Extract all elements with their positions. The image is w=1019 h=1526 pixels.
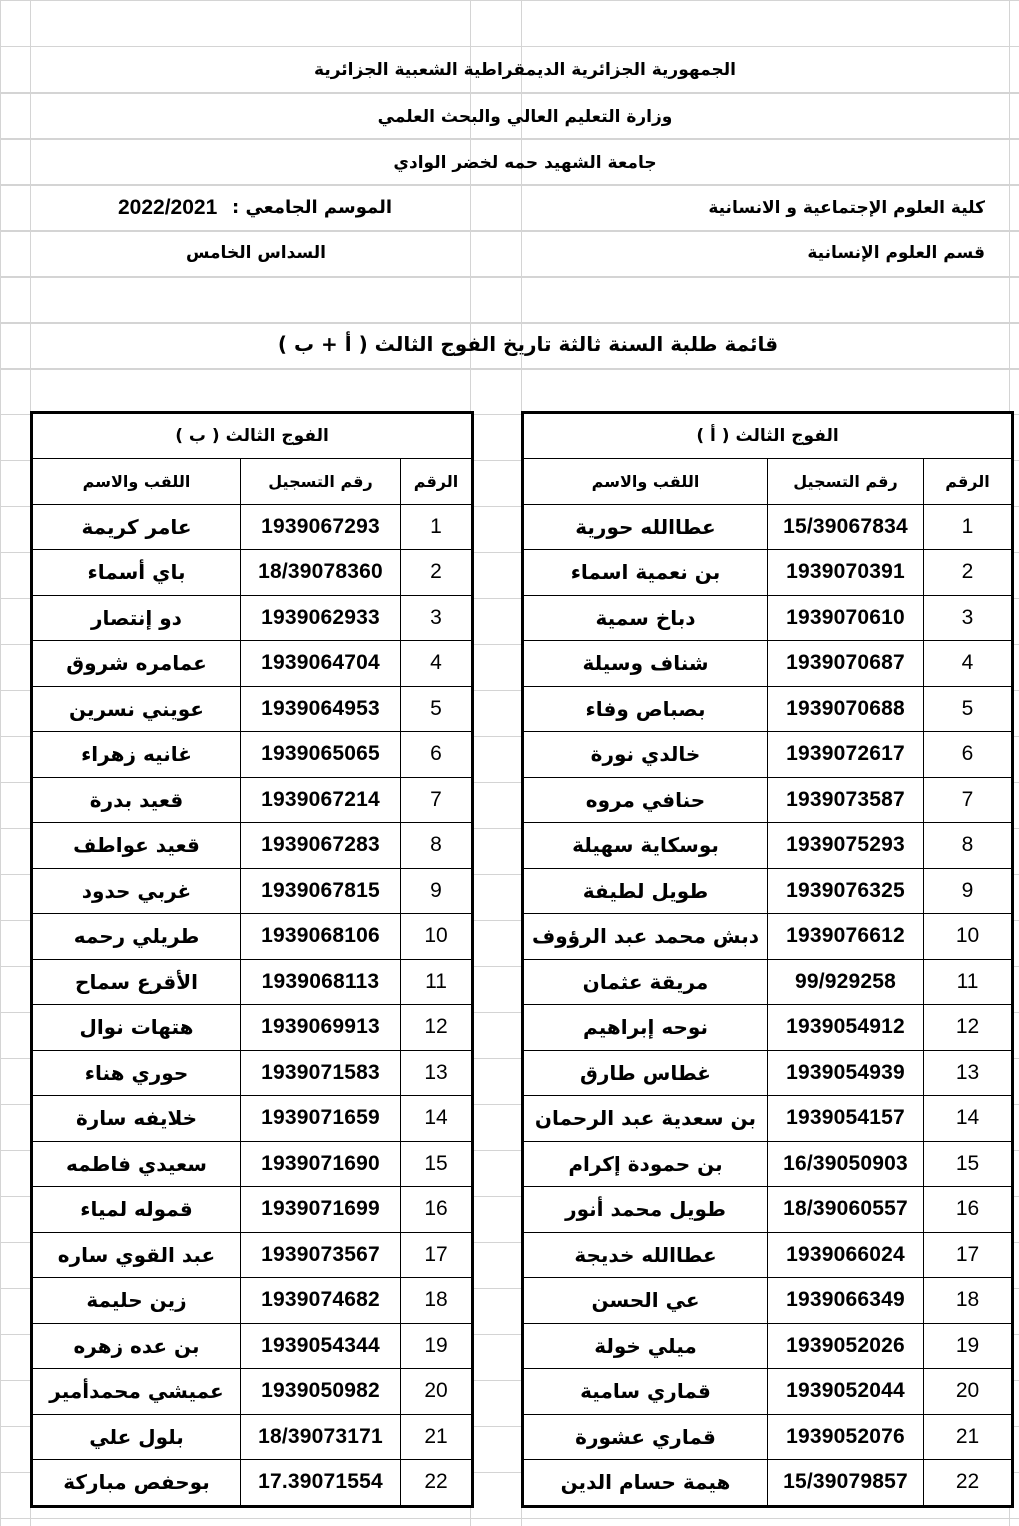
- grid-line: [0, 93, 1019, 94]
- row-number: 18: [924, 1278, 1013, 1324]
- student-name: عمامره شروق: [32, 641, 241, 687]
- table-row: [32, 1050, 473, 1096]
- row-number: 21: [401, 1414, 473, 1460]
- registration-number: 1939064704: [241, 641, 401, 687]
- row-number: 3: [401, 595, 473, 641]
- student-name: هيمة حسام الدين: [523, 1460, 768, 1507]
- student-name: الأقرع سماح: [32, 959, 241, 1005]
- table-row: [523, 1050, 1013, 1096]
- table-row: [523, 868, 1013, 914]
- table-row: [523, 595, 1013, 641]
- table-row: [523, 959, 1013, 1005]
- registration-number: 1939073567: [241, 1232, 401, 1278]
- registration-number: 1939075293: [768, 823, 924, 869]
- student-name: عطاالله حورية: [523, 504, 768, 550]
- table-row: [32, 550, 473, 596]
- registration-number: 18/39060557: [768, 1187, 924, 1233]
- student-name: غانيه زهراء: [32, 732, 241, 778]
- registration-number: 18/39078360: [241, 550, 401, 596]
- row-number: 5: [924, 686, 1013, 732]
- row-number: 12: [401, 1005, 473, 1051]
- row-number: 9: [401, 868, 473, 914]
- student-name: ميلي خولة: [523, 1323, 768, 1369]
- row-number: 14: [401, 1096, 473, 1142]
- table-row: [523, 732, 1013, 778]
- ministry-title: وزارة التعليم العالي والبحث العلمي: [377, 107, 673, 127]
- row-number: 13: [924, 1050, 1013, 1096]
- row-number: 4: [401, 641, 473, 687]
- row-number: 22: [924, 1460, 1013, 1507]
- student-name: مريقة عثمان: [523, 959, 768, 1005]
- student-name: غربي حدود: [32, 868, 241, 914]
- column-header-name: اللقب والاسم: [32, 459, 241, 505]
- table-row: [523, 1278, 1013, 1324]
- registration-number: 15/39079857: [768, 1460, 924, 1507]
- student-name: عويني نسرين: [32, 686, 241, 732]
- row-number: 16: [401, 1187, 473, 1233]
- row-number: 15: [401, 1141, 473, 1187]
- row-number: 12: [924, 1005, 1013, 1051]
- table-row: [32, 595, 473, 641]
- student-name: سعيدي فاطمه: [32, 1141, 241, 1187]
- student-name: قماري عشورة: [523, 1414, 768, 1460]
- registration-number: 1939067214: [241, 777, 401, 823]
- row-number: 17: [924, 1232, 1013, 1278]
- table-row: [32, 1005, 473, 1051]
- student-name: خالدي نورة: [523, 732, 768, 778]
- registration-number: 1939071699: [241, 1187, 401, 1233]
- registration-number: 1939052026: [768, 1323, 924, 1369]
- registration-number: 1939070688: [768, 686, 924, 732]
- row-number: 17: [401, 1232, 473, 1278]
- semester-label: السداس الخامس: [186, 243, 326, 263]
- registration-number: 1939067283: [241, 823, 401, 869]
- table-row: [32, 777, 473, 823]
- row-number: 22: [401, 1460, 473, 1507]
- table-row: [32, 504, 473, 550]
- student-name: حوري هناء: [32, 1050, 241, 1096]
- table-row: [32, 1323, 473, 1369]
- table-row: [32, 823, 473, 869]
- column-header-reg: رقم التسجيل: [768, 459, 924, 505]
- registration-number: 18/39073171: [241, 1414, 401, 1460]
- table-row: [32, 1369, 473, 1415]
- registration-number: 1939054157: [768, 1096, 924, 1142]
- table-row: [523, 777, 1013, 823]
- student-name: قماري سامية: [523, 1369, 768, 1415]
- registration-number: 99/929258: [768, 959, 924, 1005]
- table-row: [523, 686, 1013, 732]
- registration-number: 1939054912: [768, 1005, 924, 1051]
- table-row: [32, 1096, 473, 1142]
- student-name: طويل لطيفة: [523, 868, 768, 914]
- table-row: [523, 1096, 1013, 1142]
- row-number: 19: [924, 1323, 1013, 1369]
- registration-number: 1939076325: [768, 868, 924, 914]
- row-number: 21: [924, 1414, 1013, 1460]
- registration-number: 1939071583: [241, 1050, 401, 1096]
- group-b-title: الفوج الثالث ( ب ): [32, 413, 473, 459]
- table-row: [523, 1187, 1013, 1233]
- table-row: [32, 914, 473, 960]
- faculty-label: كلية العلوم الإجتماعية و الانسانية: [708, 198, 985, 218]
- table-row: [32, 686, 473, 732]
- registration-number: 1939052044: [768, 1369, 924, 1415]
- student-name: بصباص وفاء: [523, 686, 768, 732]
- registration-number: 1939066349: [768, 1278, 924, 1324]
- registration-number: 1939070610: [768, 595, 924, 641]
- registration-number: 1939076612: [768, 914, 924, 960]
- table-row: [523, 914, 1013, 960]
- table-row: [523, 1323, 1013, 1369]
- table-row: [32, 1278, 473, 1324]
- student-name: نوحه إبراهيم: [523, 1005, 768, 1051]
- row-number: 18: [401, 1278, 473, 1324]
- table-row: [32, 959, 473, 1005]
- table-row: [32, 1460, 473, 1507]
- student-name: غطاس طارق: [523, 1050, 768, 1096]
- table-row: [32, 732, 473, 778]
- student-name: عي الحسن: [523, 1278, 768, 1324]
- row-number: 3: [924, 595, 1013, 641]
- registration-number: 1939068106: [241, 914, 401, 960]
- row-number: 10: [924, 914, 1013, 960]
- grid-line: [0, 323, 1019, 324]
- group-a-table: [521, 411, 1014, 1508]
- table-row: [523, 1460, 1013, 1507]
- registration-number: 1939070687: [768, 641, 924, 687]
- table-row: [32, 1141, 473, 1187]
- student-name: باي أسماء: [32, 550, 241, 596]
- student-name: عبد القوي ساره: [32, 1232, 241, 1278]
- student-name: عامر كريمة: [32, 504, 241, 550]
- registration-number: 1939074682: [241, 1278, 401, 1324]
- registration-number: 1939066024: [768, 1232, 924, 1278]
- row-number: 4: [924, 641, 1013, 687]
- student-name: شناف وسيلة: [523, 641, 768, 687]
- registration-number: 1939062933: [241, 595, 401, 641]
- table-row: [523, 550, 1013, 596]
- table-row: [32, 1414, 473, 1460]
- student-name: بن سعدية عبد الرحمان: [523, 1096, 768, 1142]
- group-a-title: الفوج الثالث ( أ ): [523, 413, 1013, 459]
- table-row: [523, 1141, 1013, 1187]
- registration-number: 1939065065: [241, 732, 401, 778]
- row-number: 6: [401, 732, 473, 778]
- row-number: 11: [924, 959, 1013, 1005]
- student-name: طويل محمد أنور: [523, 1187, 768, 1233]
- row-number: 10: [401, 914, 473, 960]
- student-name: بن عده زهره: [32, 1323, 241, 1369]
- row-number: 9: [924, 868, 1013, 914]
- season-value: 2022/2021: [118, 196, 218, 219]
- column-header-num: الرقم: [401, 459, 473, 505]
- table-row: [32, 1187, 473, 1233]
- student-name: حنافي مروه: [523, 777, 768, 823]
- student-name: بن حمودة إكرام: [523, 1141, 768, 1187]
- registration-number: 1939069913: [241, 1005, 401, 1051]
- department-label: قسم العلوم الإنسانية: [807, 243, 985, 263]
- registration-number: 1939064953: [241, 686, 401, 732]
- registration-number: 1939050982: [241, 1369, 401, 1415]
- table-row: [523, 1005, 1013, 1051]
- table-row: [523, 1414, 1013, 1460]
- registration-number: 17.39071554: [241, 1460, 401, 1507]
- student-name: قعيد عواطف: [32, 823, 241, 869]
- table-row: [523, 1232, 1013, 1278]
- row-number: 5: [401, 686, 473, 732]
- student-name: بلول علي: [32, 1414, 241, 1460]
- registration-number: 1939054939: [768, 1050, 924, 1096]
- grid-line: [0, 139, 1019, 140]
- student-name: زين حليمة: [32, 1278, 241, 1324]
- student-name: طريلي رحمه: [32, 914, 241, 960]
- student-name: دو إنتصار: [32, 595, 241, 641]
- registration-number: 1939052076: [768, 1414, 924, 1460]
- row-number: 7: [924, 777, 1013, 823]
- row-number: 13: [401, 1050, 473, 1096]
- registration-number: 1939067815: [241, 868, 401, 914]
- student-name: عميشي محمدأمير: [32, 1369, 241, 1415]
- student-name: قعيد بدرة: [32, 777, 241, 823]
- registration-number: 1939067293: [241, 504, 401, 550]
- row-number: 7: [401, 777, 473, 823]
- row-number: 6: [924, 732, 1013, 778]
- student-name: بن نعمية اسماء: [523, 550, 768, 596]
- row-number: 15: [924, 1141, 1013, 1187]
- table-row: [32, 1232, 473, 1278]
- registration-number: 1939073587: [768, 777, 924, 823]
- row-number: 8: [924, 823, 1013, 869]
- student-name: بوسكاية سهيلة: [523, 823, 768, 869]
- grid-line: [0, 185, 1019, 186]
- column-header-num: الرقم: [924, 459, 1013, 505]
- row-number: 1: [924, 504, 1013, 550]
- student-name: هتهات نوال: [32, 1005, 241, 1051]
- row-number: 19: [401, 1323, 473, 1369]
- group-b-table: [30, 411, 474, 1508]
- list-title: قائمة طلبة السنة ثالثة تاريخ الفوج الثالث ( أ + ب ): [277, 332, 779, 356]
- row-number: 2: [401, 550, 473, 596]
- student-name: عطاالله خديجة: [523, 1232, 768, 1278]
- university-title: جامعة الشهيد حمه لخضر الوادي: [393, 153, 657, 173]
- table-row: [32, 868, 473, 914]
- row-number: 20: [401, 1369, 473, 1415]
- column-header-reg: رقم التسجيل: [241, 459, 401, 505]
- student-name: دباخ سمية: [523, 595, 768, 641]
- row-number: 14: [924, 1096, 1013, 1142]
- registration-number: 1939071659: [241, 1096, 401, 1142]
- registration-number: 1939070391: [768, 550, 924, 596]
- row-number: 16: [924, 1187, 1013, 1233]
- republic-title: الجمهورية الجزائرية الديمقراطية الشعبية الجزائرية: [314, 60, 736, 80]
- grid-line: [0, 46, 1019, 47]
- registration-number: 1939068113: [241, 959, 401, 1005]
- table-row: [32, 641, 473, 687]
- table-row: [523, 1369, 1013, 1415]
- table-row: [523, 823, 1013, 869]
- grid-line: [0, 369, 1019, 370]
- season-label: الموسم الجامعي :: [232, 197, 393, 218]
- student-name: بوحفص مباركة: [32, 1460, 241, 1507]
- student-name: دبش محمد عبد الرؤوف: [523, 914, 768, 960]
- column-header-name: اللقب والاسم: [523, 459, 768, 505]
- row-number: 11: [401, 959, 473, 1005]
- registration-number: 1939072617: [768, 732, 924, 778]
- grid-line: [0, 277, 1019, 278]
- row-number: 1: [401, 504, 473, 550]
- row-number: 8: [401, 823, 473, 869]
- student-name: قموله لمياء: [32, 1187, 241, 1233]
- registration-number: 1939054344: [241, 1323, 401, 1369]
- grid-line: [0, 231, 1019, 232]
- table-row: [523, 641, 1013, 687]
- registration-number: 16/39050903: [768, 1141, 924, 1187]
- row-number: 2: [924, 550, 1013, 596]
- registration-number: 1939071690: [241, 1141, 401, 1187]
- registration-number: 15/39067834: [768, 504, 924, 550]
- table-row: [523, 504, 1013, 550]
- row-number: 20: [924, 1369, 1013, 1415]
- student-name: خلايفه سارة: [32, 1096, 241, 1142]
